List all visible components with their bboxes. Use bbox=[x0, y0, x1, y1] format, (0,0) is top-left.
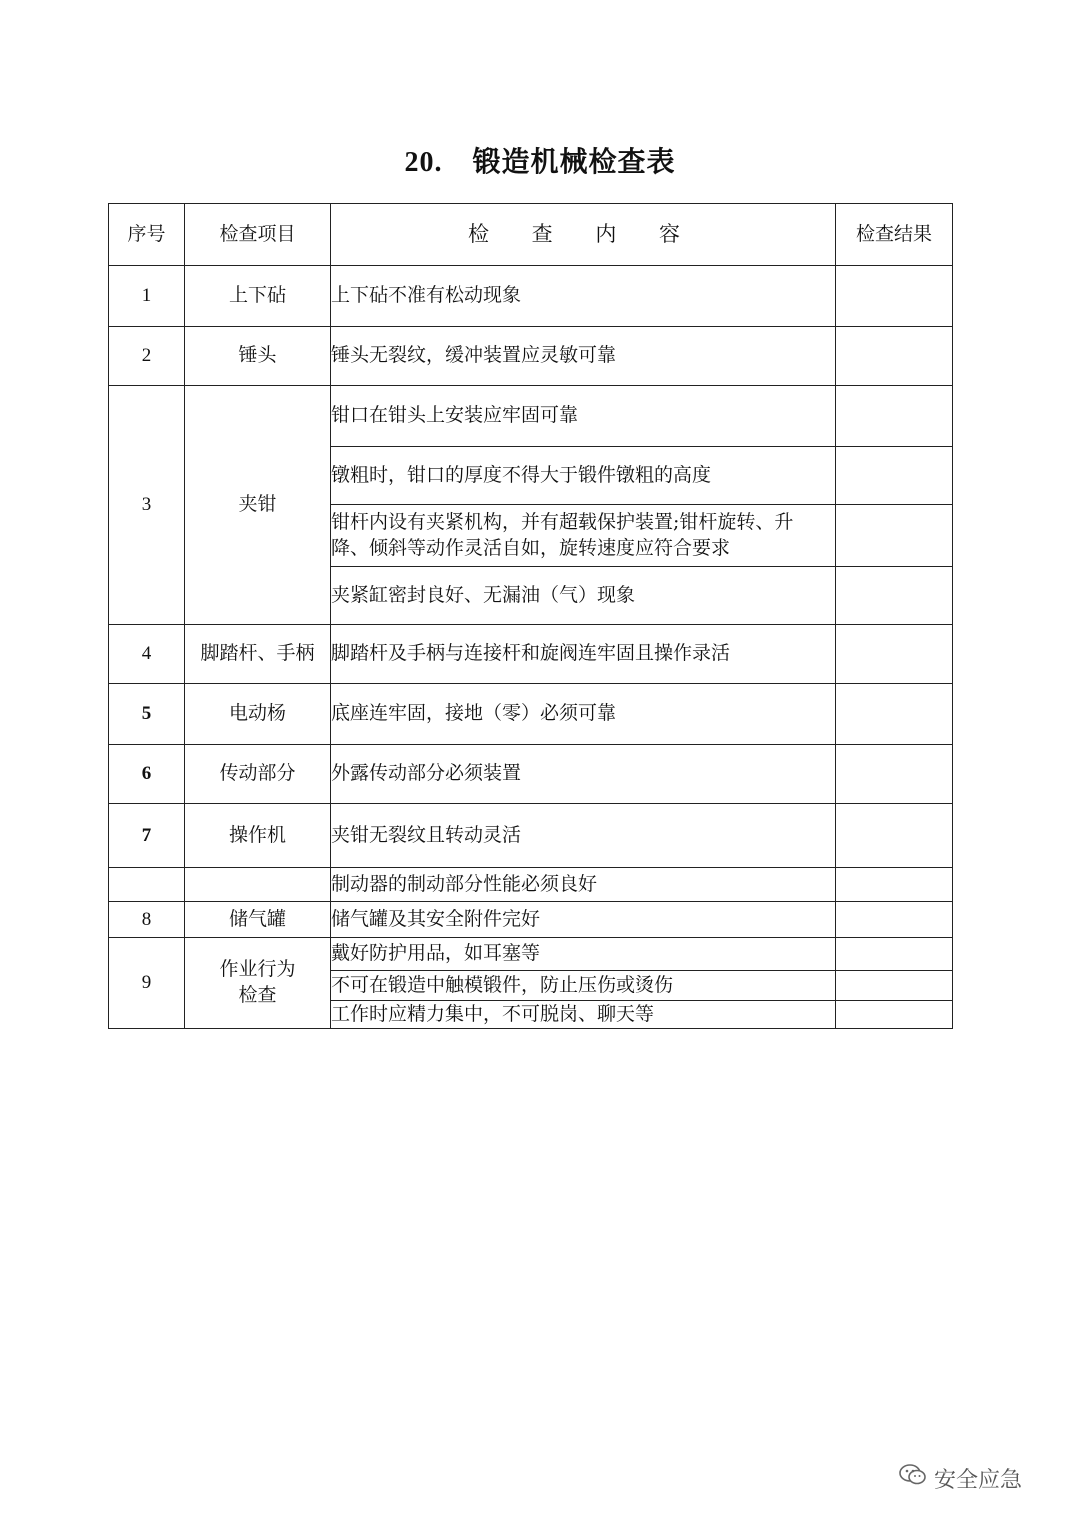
result-cell[interactable] bbox=[836, 804, 953, 868]
row-content: 制动器的制动部分性能必须良好 bbox=[331, 868, 836, 902]
table-row bbox=[109, 868, 953, 902]
table-row bbox=[109, 386, 953, 447]
page-title bbox=[0, 140, 1080, 180]
row-content: 不可在锻造中触模锻件，防止压伤或烫伤 bbox=[331, 971, 836, 1001]
row-item: 脚踏杆、手柄 bbox=[185, 625, 331, 684]
row-content: 夹紧缸密封良好、无漏油（气）现象 bbox=[331, 567, 836, 625]
row-content: 工作时应精力集中，不可脱岗、聊天等 bbox=[331, 1001, 836, 1029]
inspection-table bbox=[108, 203, 953, 1029]
result-cell[interactable] bbox=[836, 505, 953, 567]
header-result: 检查结果 bbox=[836, 204, 953, 266]
row-content: 上下砧不准有松动现象 bbox=[331, 266, 836, 327]
row-item: 电动杨 bbox=[185, 684, 331, 745]
header-seq: 序号 bbox=[109, 204, 185, 266]
result-cell[interactable] bbox=[836, 567, 953, 625]
row-item: 操作机 bbox=[185, 804, 331, 868]
title-number: 20. bbox=[404, 147, 443, 178]
result-cell[interactable] bbox=[836, 684, 953, 745]
watermark bbox=[898, 1462, 1022, 1494]
result-cell[interactable] bbox=[836, 868, 953, 902]
row-seq: 7 bbox=[109, 804, 185, 868]
table-row bbox=[109, 327, 953, 386]
row-item: 传动部分 bbox=[185, 745, 331, 804]
row-content: 钳口在钳头上安装应牢固可靠 bbox=[331, 386, 836, 447]
row-seq: 2 bbox=[109, 327, 185, 386]
row-item bbox=[185, 868, 331, 902]
row-seq: 1 bbox=[109, 266, 185, 327]
row-item: 储气罐 bbox=[185, 902, 331, 938]
table-row bbox=[109, 902, 953, 938]
row-item: 锤头 bbox=[185, 327, 331, 386]
result-cell[interactable] bbox=[836, 447, 953, 505]
result-cell[interactable] bbox=[836, 327, 953, 386]
result-cell[interactable] bbox=[836, 1001, 953, 1029]
row-seq: 9 bbox=[109, 938, 185, 1029]
row-content: 脚踏杆及手柄与连接杆和旋阀连牢固且操作录活 bbox=[331, 625, 836, 684]
table-row bbox=[109, 938, 953, 971]
row-item: 作业行为检查 bbox=[185, 938, 331, 1029]
result-cell[interactable] bbox=[836, 938, 953, 971]
row-content: 底座连牢固，接地（零）必须可靠 bbox=[331, 684, 836, 745]
row-seq: 6 bbox=[109, 745, 185, 804]
row-seq: 3 bbox=[109, 386, 185, 625]
result-cell[interactable] bbox=[836, 902, 953, 938]
watermark-text: 安全应急 bbox=[934, 1467, 1023, 1493]
row-content: 外露传动部分必须装置 bbox=[331, 745, 836, 804]
result-cell[interactable] bbox=[836, 971, 953, 1001]
row-item: 夹钳 bbox=[185, 386, 331, 625]
title-text: 锻造机械检查表 bbox=[472, 145, 676, 178]
row-seq: 8 bbox=[109, 902, 185, 938]
row-seq: 4 bbox=[109, 625, 185, 684]
row-seq bbox=[109, 868, 185, 902]
table-row bbox=[109, 684, 953, 745]
table-row bbox=[109, 266, 953, 327]
header-item: 检查项目 bbox=[185, 204, 331, 266]
row-item: 上下砧 bbox=[185, 266, 331, 327]
header-row bbox=[109, 204, 953, 266]
wechat-icon bbox=[898, 1462, 928, 1494]
row-content: 储气罐及其安全附件完好 bbox=[331, 902, 836, 938]
row-content: 夹钳无裂纹且转动灵活 bbox=[331, 804, 836, 868]
result-cell[interactable] bbox=[836, 266, 953, 327]
table-row bbox=[109, 745, 953, 804]
row-content: 镦粗时，钳口的厚度不得大于锻件镦粗的高度 bbox=[331, 447, 836, 505]
header-content: 检 查 内 容 bbox=[331, 204, 836, 266]
row-content: 钳杆内设有夹紧机构，并有超载保护装置;钳杆旋转、升降、倾斜等动作灵活自如，旋转速度应符合要求 bbox=[331, 505, 836, 567]
row-seq: 5 bbox=[109, 684, 185, 745]
table-row bbox=[109, 625, 953, 684]
table-row bbox=[109, 804, 953, 868]
result-cell[interactable] bbox=[836, 745, 953, 804]
result-cell[interactable] bbox=[836, 386, 953, 447]
result-cell[interactable] bbox=[836, 625, 953, 684]
row-content: 锤头无裂纹，缓冲装置应灵敏可靠 bbox=[331, 327, 836, 386]
row-content: 戴好防护用品，如耳塞等 bbox=[331, 938, 836, 971]
